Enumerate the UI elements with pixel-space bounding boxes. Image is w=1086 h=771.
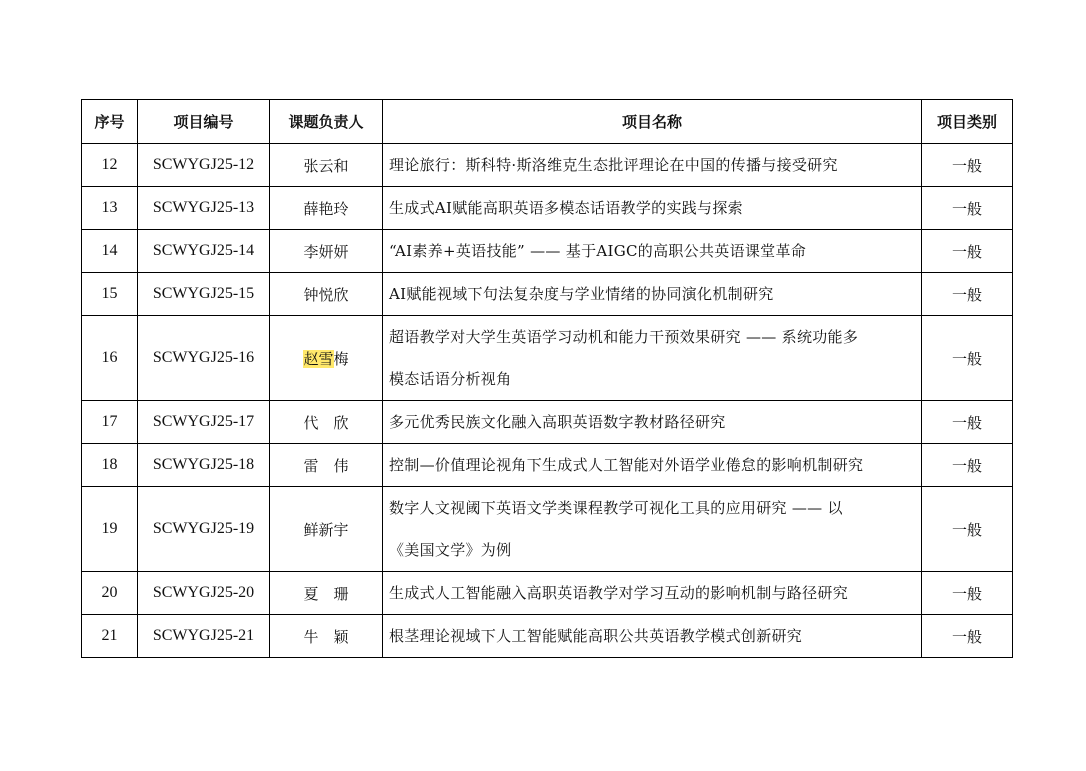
- row-project-name: AI赋能视域下句法复杂度与学业情绪的协同演化机制研究: [383, 273, 922, 316]
- row-code: SCWYGJ25-17: [138, 401, 270, 444]
- table-row: [82, 273, 1013, 316]
- row-type: 一般: [922, 487, 1013, 572]
- project-name-line2: 《美国文学》为例: [389, 541, 512, 559]
- row-leader: [270, 316, 383, 401]
- table-row: [82, 487, 1013, 572]
- row-project-name: 控制—价值理论视角下生成式人工智能对外语学业倦怠的影响机制研究: [383, 444, 922, 487]
- row-seq: 20: [82, 572, 138, 615]
- table-row: [82, 572, 1013, 615]
- row-leader: 李妍妍: [270, 230, 383, 273]
- row-code: SCWYGJ25-18: [138, 444, 270, 487]
- row-leader: 钟悦欣: [270, 273, 383, 316]
- table-row: [82, 144, 1013, 187]
- row-seq: 14: [82, 230, 138, 273]
- highlighted-text: 赵雪: [303, 349, 334, 368]
- table-row: [82, 615, 1013, 658]
- row-type: 一般: [922, 230, 1013, 273]
- row-seq: 17: [82, 401, 138, 444]
- row-code: SCWYGJ25-12: [138, 144, 270, 187]
- project-name-line1: 数字人文视阈下英语文学类课程教学可视化工具的应用研究 —— 以: [389, 499, 843, 517]
- row-project-name: 根茎理论视域下人工智能赋能高职公共英语教学模式创新研究: [383, 615, 922, 658]
- row-seq: 15: [82, 273, 138, 316]
- row-type: 一般: [922, 144, 1013, 187]
- row-project-name: 理论旅行：斯科特·斯洛维克生态批评理论在中国的传播与接受研究: [383, 144, 922, 187]
- table-row: [82, 401, 1013, 444]
- table-row: [82, 316, 1013, 401]
- row-leader: 鲜新宇: [270, 487, 383, 572]
- leader-name-rest: 梅: [333, 349, 349, 368]
- project-name-line1: 超语教学对大学生英语学习动机和能力干预效果研究 —— 系统功能多: [389, 328, 859, 346]
- table-row: [82, 187, 1013, 230]
- row-seq: 18: [82, 444, 138, 487]
- row-project-name: 生成式人工智能融入高职英语教学对学习互动的影响机制与路径研究: [383, 572, 922, 615]
- row-type: 一般: [922, 572, 1013, 615]
- row-leader: 张云和: [270, 144, 383, 187]
- header-seq: 序号: [82, 100, 138, 144]
- row-type: 一般: [922, 615, 1013, 658]
- row-code: SCWYGJ25-13: [138, 187, 270, 230]
- header-name: 项目名称: [383, 100, 922, 144]
- row-code: SCWYGJ25-14: [138, 230, 270, 273]
- row-code: SCWYGJ25-21: [138, 615, 270, 658]
- row-type: 一般: [922, 444, 1013, 487]
- header-type: 项目类别: [922, 100, 1013, 144]
- row-leader: 牛 颖: [270, 615, 383, 658]
- row-type: 一般: [922, 401, 1013, 444]
- row-seq: 12: [82, 144, 138, 187]
- row-code: SCWYGJ25-20: [138, 572, 270, 615]
- row-code: SCWYGJ25-19: [138, 487, 270, 572]
- table-row: [82, 444, 1013, 487]
- row-project-name: 生成式AI赋能高职英语多模态话语教学的实践与探索: [383, 187, 922, 230]
- row-seq: 16: [82, 316, 138, 401]
- row-leader: 薛艳玲: [270, 187, 383, 230]
- project-table: [81, 99, 1013, 658]
- row-seq: 21: [82, 615, 138, 658]
- table-row: [82, 230, 1013, 273]
- row-type: 一般: [922, 273, 1013, 316]
- row-project-name: [383, 487, 922, 572]
- row-leader: 夏 珊: [270, 572, 383, 615]
- row-project-name: [383, 316, 922, 401]
- row-seq: 13: [82, 187, 138, 230]
- row-project-name: “AI素养+英语技能” —— 基于AIGC的高职公共英语课堂革命: [383, 230, 922, 273]
- row-code: SCWYGJ25-16: [138, 316, 270, 401]
- row-project-name: 多元优秀民族文化融入高职英语数字教材路径研究: [383, 401, 922, 444]
- row-type: 一般: [922, 187, 1013, 230]
- row-seq: 19: [82, 487, 138, 572]
- row-type: 一般: [922, 316, 1013, 401]
- header-code: 项目编号: [138, 100, 270, 144]
- project-name-line2: 模态话语分析视角: [389, 370, 512, 388]
- header-row: [82, 100, 1013, 144]
- row-leader: 代 欣: [270, 401, 383, 444]
- row-leader: 雷 伟: [270, 444, 383, 487]
- header-leader: 课题负责人: [270, 100, 383, 144]
- row-code: SCWYGJ25-15: [138, 273, 270, 316]
